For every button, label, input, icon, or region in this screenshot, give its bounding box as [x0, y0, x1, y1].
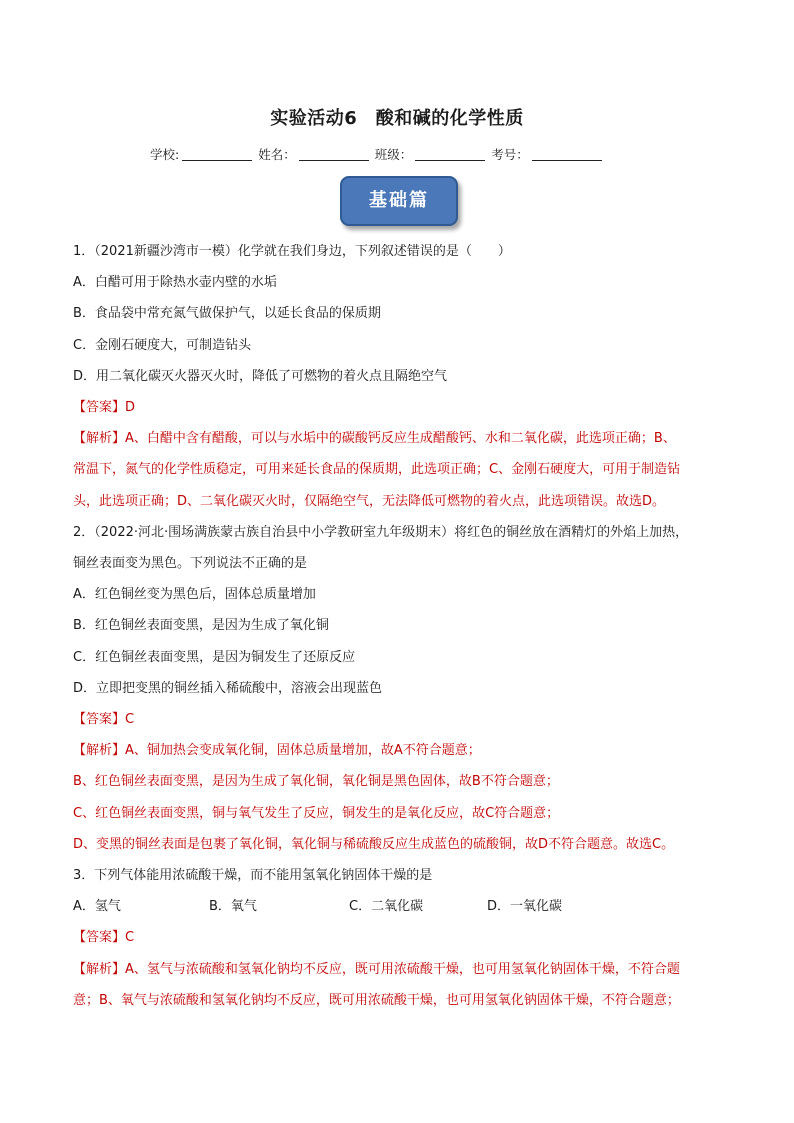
question-3-analysis-line-1	[73, 954, 733, 985]
answer-value: C	[125, 930, 135, 946]
class-label: 班级：	[374, 147, 413, 162]
analysis-tag: 【解析】	[73, 961, 126, 977]
question-1-analysis-line-2: 常温下，氮气的化学性质稳定，可用来延长食品的保质期，此选项正确；C、金刚石硬度大，可用于制造钻	[73, 462, 681, 478]
question-3-option-a: A．氢气	[73, 899, 121, 915]
answer-value: D	[125, 400, 136, 416]
exam-number-blank	[532, 148, 602, 161]
question-2-option-d: D．立即把变黑的铜丝插入稀硫酸中，溶液会出现蓝色	[73, 680, 383, 696]
question-2-stem-line-2: 铜丝表面变为黑色。下列说法不正确的是	[73, 556, 308, 572]
answer-tag: 【答案】	[73, 930, 126, 946]
question-1-option-d: D．用二氧化碳灭火器灭火时，降低了可燃物的着火点且隔绝空气	[73, 368, 448, 384]
question-2-analysis-line-3: C、红色铜丝表面变黑，铜与氧气发生了反应，铜发生的是氧化反应，故C符合题意；	[73, 805, 560, 821]
question-2-answer	[73, 704, 733, 735]
question-3-analysis-line-2: 意；B、氧气与浓硫酸和氢氧化钠均不反应，既可用浓硫酸干燥，也可用氢氧化钠固体干燥，不符合题意；	[73, 992, 680, 1008]
questions-content	[73, 236, 733, 1016]
question-1-answer	[73, 392, 733, 423]
question-3-option-d: D．一氧化碳	[487, 899, 563, 915]
school-label: 学校:	[150, 147, 180, 162]
question-1-option-b: B．食品袋中常充氮气做保护气，以延长食品的保质期	[73, 306, 381, 322]
analysis-tag: 【解析】	[73, 431, 126, 447]
section-badge: 基础篇	[340, 176, 458, 226]
question-1-stem: 1．（2021新疆沙湾市一模）化学就在我们身边，下列叙述错误的是（ ）	[73, 244, 511, 259]
answer-tag: 【答案】	[73, 400, 126, 416]
exam-number-label: 考号：	[491, 147, 529, 162]
question-2-stem-line-1: 2．（2022·河北·围场满族蒙古族自治县中小学教研室九年级期末）将红色的铜丝放在酒精灯的外焰上加热，	[73, 524, 689, 540]
student-info-row	[150, 145, 670, 163]
answer-value: C	[125, 712, 135, 728]
page-title: 实验活动6 酸和碱的化学性质	[270, 108, 524, 129]
class-blank	[415, 148, 485, 161]
question-1-option-a: A．白醋可用于除热水壶内壁的水垢	[73, 275, 277, 291]
analysis-tag: 【解析】	[73, 743, 126, 759]
answer-tag: 【答案】	[73, 712, 126, 728]
question-1-option-c: C．金刚石硬度大，可制造钻头	[73, 337, 252, 353]
question-2-option-a: A．红色铜丝变为黑色后，固体总质量增加	[73, 587, 316, 603]
question-2-analysis-line-4: D、变黑的铜丝表面是包裹了氧化铜，氧化铜与稀硫酸反应生成蓝色的硫酸铜，故D不符合题意。故选C。	[73, 836, 675, 852]
question-3-stem: 3．下列气体能用浓硫酸干燥，而不能用氢氧化钠固体干燥的是	[73, 868, 433, 884]
question-1-analysis-line-3: 头，此选项正确；D、二氧化碳灭火时，仅隔绝空气，无法降低可燃物的着火点，此选项错误。故选D。	[73, 493, 666, 509]
question-3-options	[73, 891, 733, 922]
question-1-analysis-line-1	[73, 423, 733, 454]
question-2-option-b: B．红色铜丝表面变黑，是因为生成了氧化铜	[73, 618, 329, 634]
question-2-analysis-line-1	[73, 735, 733, 766]
question-3-option-c: C．二氧化碳	[349, 899, 424, 915]
analysis-text: A、铜加热会变成氧化铜，固体总质量增加，故A不符合题意；	[125, 743, 481, 759]
question-2-analysis-line-2: B、红色铜丝表面变黑，是因为生成了氧化铜，氧化铜是黑色固体，故B不符合题意；	[73, 774, 559, 790]
name-label: 姓名：	[258, 147, 296, 162]
analysis-text: A、白醋中含有醋酸，可以与水垢中的碳酸钙反应生成醋酸钙、水和二氧化碳，此选项正确；B、	[125, 431, 676, 447]
question-3-answer	[73, 922, 733, 953]
school-blank	[182, 148, 252, 161]
analysis-text: A、氢气与浓硫酸和氢氧化钠均不反应，既可用浓硫酸干燥，也可用氢氧化钠固体干燥，不符合题	[125, 961, 680, 977]
question-3-option-b: B．氧气	[209, 899, 257, 915]
question-2-option-c: C．红色铜丝表面变黑，是因为铜发生了还原反应	[73, 649, 356, 665]
name-blank	[299, 148, 369, 161]
